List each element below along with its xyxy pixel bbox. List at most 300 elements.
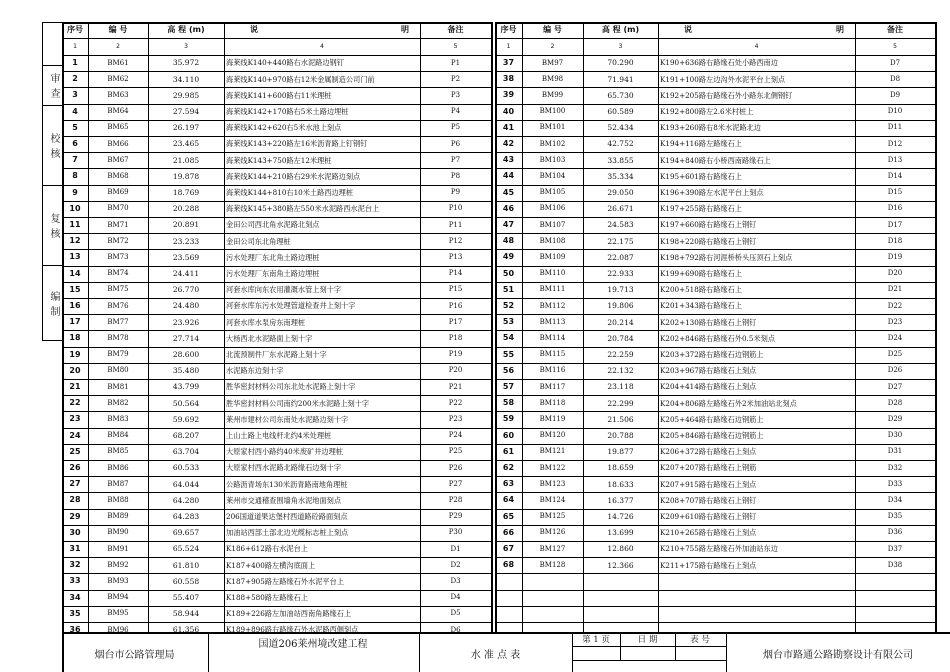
table-row-description: K201+343路右路缘石上 <box>660 301 742 311</box>
grid-hline <box>495 606 935 607</box>
table-row-code: BM82 <box>107 398 129 407</box>
table-row-elevation: 64.283 <box>172 511 200 521</box>
table-row-elevation: 19.878 <box>172 171 200 181</box>
table-row-note: D2 <box>450 560 461 569</box>
table-row-elevation: 55.407 <box>172 592 200 602</box>
table-row-code: BM65 <box>107 123 129 132</box>
table-row-note: D3 <box>450 576 461 585</box>
grid-vline <box>42 22 43 340</box>
table-row-elevation: 24.480 <box>172 301 200 311</box>
table-row-description: 水泥路东边刻十字 <box>226 366 284 376</box>
table-row-code: BM126 <box>539 528 566 537</box>
table-row-description: K193+260路右8米水泥路北边 <box>660 123 761 133</box>
table-row-description: K194+840路右小桥西南路缘石上 <box>660 155 771 165</box>
table-row-description: K198+792路右河涯桥桥头压顶石上刻点 <box>660 252 793 262</box>
table-row-note: P29 <box>448 512 463 521</box>
table-row-description: K194+116路左路缘石上 <box>660 139 742 149</box>
table-row-seq: 52 <box>502 301 515 311</box>
table-row-description: K207+207路右路缘石上钢筋 <box>660 463 757 473</box>
table-row-elevation: 68.207 <box>172 430 200 440</box>
table-row-description: 莱州市建材公司东南处水泥路边刻十字 <box>226 414 349 424</box>
left-header-desc-left: 说 <box>250 25 258 34</box>
table-row-elevation: 19.713 <box>607 285 634 295</box>
table-row-seq: 29 <box>69 511 81 521</box>
table-row-note: D37 <box>887 544 903 553</box>
table-row-code: BM84 <box>107 431 129 440</box>
table-row-note: P22 <box>448 398 463 407</box>
table-row-seq: 32 <box>69 560 81 570</box>
table-row-code: BM122 <box>539 463 566 472</box>
table-row-code: BM95 <box>107 609 129 618</box>
table-row-note: P6 <box>450 139 461 148</box>
table-row-seq: 39 <box>502 90 515 100</box>
table-row-description: 海莱线K140+970路右12米金属制造公司门前 <box>226 74 375 84</box>
table-row-seq: 57 <box>502 382 515 392</box>
table-row-note: D32 <box>887 463 903 472</box>
table-row-description: K186+612路右水泥台上 <box>226 544 308 554</box>
side-label-2: 复 核 <box>48 213 59 240</box>
table-row-seq: 35 <box>69 608 81 618</box>
table-row-description: K205+846路右路缘石边钢筋上 <box>660 431 764 441</box>
table-row-note: D4 <box>450 593 461 602</box>
table-row-code: BM86 <box>107 463 129 472</box>
table-row-seq: 15 <box>69 284 81 294</box>
table-row-seq: 27 <box>69 479 81 489</box>
table-row-code: BM75 <box>107 285 129 294</box>
table-row-description: 河套水库向东农用灌溉水管上刻十字 <box>226 285 342 295</box>
table-row-description: 胜华密封材料公司南约200米水泥路上刻十字 <box>226 398 370 408</box>
table-row-code: BM80 <box>107 366 129 375</box>
table-row-note: D17 <box>887 220 903 229</box>
right-header-desc-left: 说 <box>684 25 692 34</box>
table-row-code: BM76 <box>107 301 129 310</box>
grid-vline <box>935 22 937 632</box>
right-header-number-1: 1 <box>506 42 511 50</box>
table-row-seq: 17 <box>69 317 81 327</box>
table-row-description: K205+464路右路缘石边钢筋上 <box>660 414 764 424</box>
table-row-elevation: 13.699 <box>607 528 634 538</box>
table-row-note: P17 <box>448 317 463 326</box>
table-row-description: 河套水库东污水处理管道检查井上刻十字 <box>226 301 356 311</box>
table-row-description: K211+175路右路缘石上刻点 <box>660 560 757 570</box>
table-row-seq: 16 <box>69 301 81 311</box>
table-row-description: K203+967路右路缘石上刻点 <box>660 366 757 376</box>
table-row-note: D35 <box>887 512 903 521</box>
table-row-code: BM117 <box>539 382 566 391</box>
right-header-number-4: 4 <box>754 42 759 50</box>
table-row-elevation: 20.788 <box>607 430 634 440</box>
left-header-number-4: 4 <box>320 42 324 50</box>
table-row-elevation: 65.730 <box>607 90 634 100</box>
table-row-code: BM123 <box>539 479 566 488</box>
table-row-code: BM79 <box>107 350 129 359</box>
table-row-note: D10 <box>887 107 903 116</box>
table-row-note: D21 <box>887 285 903 294</box>
grid-vline <box>491 22 493 632</box>
table-row-note: D28 <box>887 398 903 407</box>
table-row-seq: 43 <box>502 155 515 165</box>
grid-hline <box>42 22 62 23</box>
table-row-elevation: 69.657 <box>172 528 200 538</box>
table-row-note: P1 <box>450 58 461 67</box>
table-row-description: K199+690路右路缘石上 <box>660 269 742 279</box>
table-row-description: K189+896路右路缘石外水泥路西侧刻点 <box>226 625 359 635</box>
table-row-code: BM108 <box>539 236 566 245</box>
table-row-elevation: 21.506 <box>607 414 634 424</box>
table-row-elevation: 23.118 <box>607 382 634 392</box>
table-row-note: P2 <box>450 74 461 83</box>
table-row-description: 海莱线K144+210路右29米水泥路边刻点 <box>226 171 361 181</box>
table-row-note: D31 <box>887 447 903 456</box>
table-row-elevation: 50.564 <box>172 398 200 408</box>
table-row-seq: 30 <box>69 527 81 537</box>
table-row-seq: 3 <box>72 90 78 100</box>
table-row-elevation: 24.411 <box>172 268 200 278</box>
table-row-code: BM73 <box>107 252 129 261</box>
table-row-seq: 61 <box>502 446 515 456</box>
table-row-elevation: 27.594 <box>172 106 200 116</box>
grid-hline <box>495 590 935 591</box>
table-row-seq: 37 <box>502 58 515 68</box>
table-row-seq: 22 <box>69 398 81 408</box>
table-row-code: BM114 <box>539 333 566 342</box>
right-header-note: 备注 <box>887 25 903 34</box>
table-row-elevation: 59.692 <box>172 414 200 424</box>
table-row-elevation: 22.933 <box>607 268 634 278</box>
table-row-elevation: 24.583 <box>607 220 634 230</box>
right-header-elev: 高 程 (m) <box>601 25 640 34</box>
table-row-code: BM125 <box>539 512 566 521</box>
table-row-code: BM124 <box>539 495 566 504</box>
table-row-code: BM62 <box>107 74 129 83</box>
table-row-elevation: 70.290 <box>607 58 634 68</box>
table-row-elevation: 34.110 <box>172 74 200 84</box>
table-row-elevation: 20.784 <box>607 333 634 343</box>
table-row-description: 上山土路上电线杆北约4米处理桩 <box>226 431 332 441</box>
table-row-description: K202+130路右路缘石上钢钉 <box>660 317 757 327</box>
table-row-description: 污水处理厂东南角土路边埋桩 <box>226 269 320 279</box>
right-header-number-5: 5 <box>893 42 897 50</box>
table-row-elevation: 42.752 <box>607 139 634 149</box>
table-row-description: K197+255路右路缘石上 <box>660 204 742 214</box>
footer-date-label: 日 期 <box>637 635 658 645</box>
left-header-number-5: 5 <box>453 42 458 50</box>
table-row-seq: 49 <box>502 252 515 262</box>
table-row-seq: 47 <box>502 220 515 230</box>
right-header-desc-right: 明 <box>836 25 844 34</box>
table-row-description: K187+400路左横沟底面上 <box>226 560 316 570</box>
table-row-description: K191+100路左边沟外水泥平台上刻点 <box>660 74 786 84</box>
right-header-seq: 序号 <box>500 25 517 34</box>
table-row-elevation: 35.480 <box>172 366 200 376</box>
table-row-description: K192+205路右路缘石外小路东北侧钢钉 <box>660 90 793 100</box>
left-header-desc-right: 明 <box>401 25 409 34</box>
table-row-seq: 68 <box>502 560 515 570</box>
table-row-code: BM96 <box>107 625 129 634</box>
table-row-code: BM103 <box>539 155 566 164</box>
table-row-elevation: 26.671 <box>607 204 634 214</box>
table-row-code: BM99 <box>541 90 564 99</box>
table-row-note: D19 <box>887 252 903 261</box>
table-row-description: 大原家村西小路约40米废矿井边理桩 <box>226 447 343 457</box>
table-row-elevation: 12.860 <box>607 544 634 554</box>
table-row-note: D27 <box>887 382 903 391</box>
table-row-seq: 24 <box>69 430 81 440</box>
table-row-description: K196+390路左水泥平台上刻点 <box>660 188 764 198</box>
table-row-code: BM106 <box>539 204 566 213</box>
table-row-seq: 40 <box>502 106 515 116</box>
footer-project: 国道206莱州境改建工程 <box>258 638 368 650</box>
table-row-elevation: 14.726 <box>607 511 634 521</box>
table-row-description: 海莱线K145+380路左550米水泥路西水泥台上 <box>226 204 380 214</box>
table-row-seq: 38 <box>502 74 515 84</box>
table-row-seq: 19 <box>69 349 81 359</box>
table-row-note: D23 <box>887 317 903 326</box>
table-row-code: BM101 <box>539 123 566 132</box>
table-row-description: 加油站西部土部北边光缆标志桩上刻点 <box>226 528 349 538</box>
table-row-description: K202+846路右路缘石外0.5米刻点 <box>660 333 775 343</box>
table-row-description: 大原家村西水泥路北路缘石边刻十字 <box>226 463 342 473</box>
table-row-code: BM83 <box>107 414 129 423</box>
table-row-seq: 41 <box>502 122 515 132</box>
table-row-note: P5 <box>450 123 461 132</box>
table-row-seq: 60 <box>502 430 515 440</box>
grid-hline <box>495 573 935 574</box>
side-label-3: 编 制 <box>48 290 59 317</box>
table-row-note: P21 <box>448 382 463 391</box>
table-row-note: D13 <box>887 155 903 164</box>
table-row-elevation: 20.214 <box>607 317 634 327</box>
table-row-note: D11 <box>887 123 903 132</box>
table-row-code: BM120 <box>539 431 566 440</box>
table-row-note: D22 <box>887 301 903 310</box>
table-row-note: D12 <box>887 139 903 148</box>
table-row-code: BM107 <box>539 220 566 229</box>
table-row-note: P24 <box>448 431 463 440</box>
table-row-elevation: 22.087 <box>607 252 634 262</box>
table-row-code: BM90 <box>107 528 129 537</box>
right-header-number-2: 2 <box>550 42 555 50</box>
table-row-note: P27 <box>448 479 463 488</box>
table-row-code: BM116 <box>539 366 566 375</box>
table-row-note: P18 <box>448 333 463 342</box>
left-header-number-1: 1 <box>73 42 77 50</box>
table-row-elevation: 18.633 <box>607 479 634 489</box>
table-row-note: P25 <box>448 447 463 456</box>
table-row-code: BM68 <box>107 171 129 180</box>
table-row-seq: 53 <box>502 317 515 327</box>
table-row-elevation: 27.714 <box>172 333 200 343</box>
table-row-elevation: 19.877 <box>607 447 634 457</box>
table-row-description: 金田公司西北角水泥路北刻点 <box>226 220 320 230</box>
table-row-seq: 67 <box>502 544 515 554</box>
table-row-description: K190+636路右路缘石处小路西南边 <box>660 58 778 68</box>
left-header-note: 备注 <box>447 25 464 34</box>
table-row-seq: 46 <box>502 203 515 213</box>
table-row-elevation: 26.197 <box>172 123 200 133</box>
table-row-elevation: 61.356 <box>172 625 200 635</box>
table-row-note: P9 <box>450 188 461 197</box>
table-row-elevation: 33.855 <box>607 155 634 165</box>
table-row-code: BM109 <box>539 252 566 261</box>
table-row-note: D18 <box>887 236 903 245</box>
table-row-description: K204+414路右路缘石上刻点 <box>660 382 757 392</box>
table-row-description: K198+220路右路缘石上钢钉 <box>660 236 757 246</box>
table-row-elevation: 60.558 <box>172 576 200 586</box>
table-row-note: P8 <box>450 171 461 180</box>
table-row-seq: 9 <box>72 187 78 197</box>
table-row-seq: 45 <box>502 187 515 197</box>
table-row-note: P16 <box>448 301 463 310</box>
footer-table-no-label: 表 号 <box>690 635 710 645</box>
table-row-seq: 25 <box>69 446 81 456</box>
table-row-seq: 54 <box>502 333 515 343</box>
table-row-elevation: 23.233 <box>172 236 200 246</box>
table-row-seq: 23 <box>69 414 81 424</box>
table-row-description: K207+915路右路缘石上刻点 <box>660 479 757 489</box>
table-row-code: BM67 <box>107 155 129 164</box>
table-row-description: K206+372路右路缘石上刻点 <box>660 447 757 457</box>
table-row-description: 公路沥青场东130米沥青路南地角理桩 <box>226 479 348 489</box>
table-row-seq: 21 <box>69 382 81 392</box>
table-row-note: P26 <box>448 463 463 472</box>
table-row-seq: 59 <box>502 414 515 424</box>
table-row-seq: 14 <box>69 268 81 278</box>
table-row-description: 金田公司东北角理桩 <box>226 236 291 246</box>
table-row-seq: 36 <box>69 625 81 635</box>
footer-page-label: 第 1 页 <box>582 635 610 645</box>
table-row-note: D20 <box>887 269 903 278</box>
table-row-seq: 28 <box>69 495 81 505</box>
table-row-code: BM88 <box>107 495 129 504</box>
table-row-code: BM112 <box>539 301 566 310</box>
table-row-seq: 58 <box>502 398 515 408</box>
table-row-code: BM71 <box>107 220 129 229</box>
table-row-description: K208+707路右路缘石上钢钉 <box>660 495 757 505</box>
table-row-seq: 50 <box>502 268 515 278</box>
table-row-elevation: 16.377 <box>607 495 634 505</box>
table-row-elevation: 63.704 <box>172 447 200 457</box>
table-row-elevation: 65.524 <box>172 544 200 554</box>
table-row-elevation: 29.985 <box>172 90 200 100</box>
table-row-seq: 44 <box>502 171 515 181</box>
table-row-seq: 34 <box>69 592 81 602</box>
table-row-elevation: 22.299 <box>607 398 634 408</box>
table-row-note: D38 <box>887 560 903 569</box>
table-row-code: BM98 <box>541 74 564 83</box>
table-row-code: BM87 <box>107 479 129 488</box>
table-row-elevation: 71.941 <box>607 74 634 84</box>
table-row-note: D25 <box>887 350 903 359</box>
table-row-elevation: 43.799 <box>172 382 200 392</box>
footer-table-name: 水 准 点 表 <box>470 649 521 661</box>
table-row-code: BM115 <box>539 350 566 359</box>
table-row-seq: 6 <box>72 139 78 149</box>
table-row-elevation: 52.434 <box>607 123 634 133</box>
table-row-code: BM102 <box>539 139 566 148</box>
table-row-description: 莱州市交通稽查围墙角水泥地面刻点 <box>226 495 342 505</box>
table-row-note: P7 <box>450 155 461 164</box>
table-row-elevation: 21.085 <box>172 155 200 165</box>
table-row-code: BM127 <box>539 544 566 553</box>
table-row-elevation: 26.770 <box>172 285 200 295</box>
table-row-code: BM93 <box>107 576 129 585</box>
table-row-description: K188+580路左路缘石上 <box>226 593 308 603</box>
table-row-code: BM77 <box>107 317 129 326</box>
table-row-elevation: 22.175 <box>607 236 634 246</box>
table-row-seq: 48 <box>502 236 515 246</box>
table-row-note: P30 <box>448 528 463 537</box>
table-row-note: D6 <box>450 625 461 634</box>
table-row-elevation: 19.806 <box>607 301 634 311</box>
table-row-seq: 64 <box>502 495 515 505</box>
table-row-description: 海莱线K142+620右5米水池上刻点 <box>226 123 342 133</box>
table-row-elevation: 64.280 <box>172 495 200 505</box>
table-row-description: K192+800路左2.6米村桩上 <box>660 107 754 117</box>
table-row-elevation: 60.533 <box>172 463 200 473</box>
table-row-seq: 7 <box>72 155 78 165</box>
table-row-note: P4 <box>450 107 461 116</box>
table-row-seq: 62 <box>502 463 515 473</box>
left-header-number-3: 3 <box>184 42 188 50</box>
footer-designer: 烟台市路通公路勘察设计有限公司 <box>763 649 913 661</box>
table-row-description: K195+601路右路缘石上 <box>660 171 742 181</box>
table-row-note: P23 <box>448 414 463 423</box>
table-row-code: BM104 <box>539 171 566 180</box>
table-row-note: P14 <box>448 269 463 278</box>
table-row-description: K210+755路左路缘石外加油站东边 <box>660 544 778 554</box>
table-row-note: P20 <box>448 366 463 375</box>
table-row-description: 河套水库水泵房东南理桩 <box>226 317 306 327</box>
table-row-description: 206国道道果达堡村西道路砼路面刻点 <box>226 512 348 522</box>
grid-hline <box>42 340 62 341</box>
table-row-note: P19 <box>448 350 463 359</box>
table-row-seq: 8 <box>72 171 78 181</box>
left-header-number-2: 2 <box>116 42 120 50</box>
table-row-description: K187+905路左路缘石外水泥平台上 <box>226 576 344 586</box>
table-row-seq: 18 <box>69 333 81 343</box>
table-row-description: 海莱线K143+220路左16米沥青路上钉钢钉 <box>226 139 368 149</box>
table-row-code: BM78 <box>107 333 129 342</box>
table-row-seq: 12 <box>69 236 81 246</box>
table-row-seq: 51 <box>502 284 515 294</box>
table-row-note: D30 <box>887 431 903 440</box>
side-label-1: 校 核 <box>48 133 59 160</box>
table-row-note: P11 <box>448 220 463 229</box>
table-row-description: 北流预制件厂东水泥路上刻十字 <box>226 350 327 360</box>
table-row-description: K209+610路右路缘石上钢钉 <box>660 512 757 522</box>
table-row-code: BM61 <box>107 58 129 67</box>
table-row-note: D36 <box>887 528 903 537</box>
table-row-description: 海莱线K144+810右10米土路西边理桩 <box>226 188 354 198</box>
grid-hline <box>42 65 62 66</box>
table-row-note: D15 <box>887 188 903 197</box>
table-row-elevation: 58.944 <box>172 609 200 619</box>
table-row-elevation: 35.972 <box>172 58 200 68</box>
table-row-elevation: 60.589 <box>607 106 634 116</box>
table-row-code: BM66 <box>107 139 129 148</box>
table-row-code: BM94 <box>107 593 129 602</box>
table-row-description: 胜华密封材料公司东北处水泥路上刻十字 <box>226 382 356 392</box>
grid-hline <box>42 185 62 186</box>
table-row-note: D1 <box>450 544 461 553</box>
table-row-elevation: 20.891 <box>172 220 200 230</box>
table-row-description: K197+660路右路缘石上钢钉 <box>660 220 757 230</box>
left-header-seq: 序号 <box>67 25 83 34</box>
table-row-code: BM72 <box>107 236 129 245</box>
table-row-note: D5 <box>450 609 461 618</box>
table-row-description: 海莱线K141+600路右11米理桩 <box>226 90 332 100</box>
